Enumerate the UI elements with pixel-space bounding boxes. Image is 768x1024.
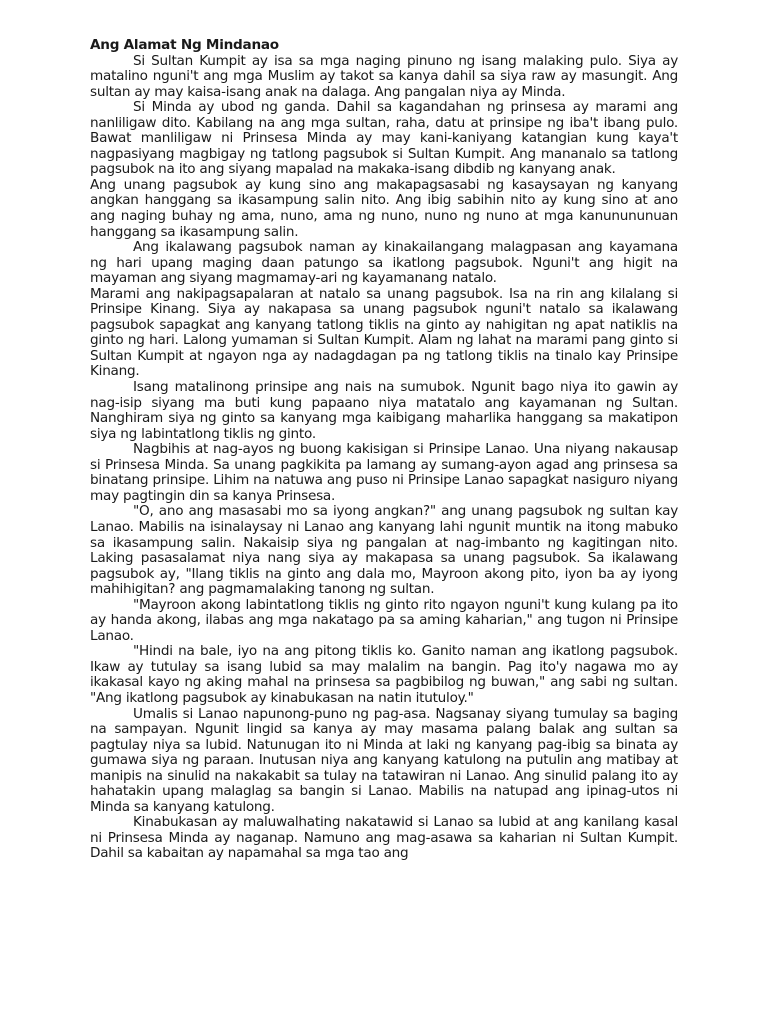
paragraph: Si Sultan Kumpit ay isa sa mga naging pinuno ng isang malaking pulo. Siya ay matalino nguni't ang mga Muslim ay takot sa kanya dahil sa siya raw ay masungit. Ang sultan ay may kaisa-isang anak na dalaga. Ang pangalan niya ay Minda. [90,52,678,100]
paragraph: "Hindi na bale, iyo na ang pitong tiklis ko. Ganito naman ang ikatlong pagsubok. Ikaw ay tutulay sa isang lubid sa may malalim na bangin. Pag ito'y nagawa mo ay ikakasal kayo ng aking mahal na prinsesa sa pagbibilog ng buwan," ang sabi ng sultan. "Ang ikatlong pagsubok ay kinabukasan na natin itutuloy." [90,643,678,706]
paragraph: Si Minda ay ubod ng ganda. Dahil sa kagandahan ng prinsesa ay marami ang nanliligaw dito. Kabilang na ang mga sultan, raha, datu at prinsipe ng iba't ibang pulo. Bawat manliligaw ni Prinsesa Minda ay may kani-kaniyang katangian kung kaya't nagpasiyang magbigay ng tatlong pagsubok si Sultan Kumpit. Ang mananalo sa tatlong pagsubok na ito ang siyang mapalad na makaka-isang dibdib ng kanyang anak. [90,99,678,178]
paragraph: Ang unang pagsubok ay kung sino ang makapagsasabi ng kasaysayan ng kanyang angkan hanggang sa ikasampung salin nito. Ang ibig sabihin nito ay kung sino at ano ang naging buhay ng ama, nuno, ama ng nuno, nuno ng nuno at mga kanunununuan hanggang sa ikasampung salin. [90,176,678,240]
paragraph: Kinabukasan ay maluwalhating nakatawid si Lanao sa lubid at ang kanilang kasal ni Prinsesa Minda ay naganap. Namuno ang mag-asawa sa kaharian ni Sultan Kumpit. Dahil sa kabaitan ay napamahal sa mga tao ang [90,814,678,862]
paragraph: Umalis si Lanao napunong-puno ng pag-asa. Nagsanay siyang tumulay sa baging na sampayan. Ngunit lingid sa kanya ay may masama palang balak ang sultan sa pagtulay niya sa lubid. Natunugan ito ni Minda at laki ng kanyang pag-ibig sa binata ay gumawa siya ng paraan. Inutusan niya ang kanyang katulong na putulin ang matibay at manipis na sinulid na nakakabit sa tulay na tatawiran ni Lanao. Ang sinulid palang ito ay hahatakin upang malaglag sa bangin si Lanao. Mabilis na natupad ang ipinag-utos ni Minda sa kanyang katulong. [90,705,678,815]
document-title: Ang Alamat Ng Mindanao [90,37,279,53]
document-body [90,54,678,862]
paragraph: "O, ano ang masasabi mo sa iyong angkan?" ang unang pagsubok ng sultan kay Lanao. Mabilis na isinalaysay ni Lanao ang kanyang lahi ngunit muntik na itong mabuko sa ikasampung salin. Nakaisip siya ng pangalan at nag-imbanto ng kagitingan nito. Laking pasasalamat niya nang siya ay makapasa sa unang pagsubok. Sa ikalawang pagsubok ay, "Ilang tiklis na ginto ang dala mo, Mayroon akong pito, iyon ba ay iyong mahihigitan? ang pagmamalaking tanong ng sultan. [90,503,678,598]
paragraph: "Mayroon akong labintatlong tiklis ng ginto rito ngayon nguni't kung kulang pa ito ay handa akong, ilabas ang mga nakatago pa sa aming kaharian," ang tugon ni Prinsipe Lanao. [90,596,678,644]
paragraph: Isang matalinong prinsipe ang nais na sumubok. Ngunit bago niya ito gawin ay nag-isip siyang ma buti kung papaano niya matatalo ang kayamanan ng Sultan. Nanghiram siya ng ginto sa kanyang mga kaibigang maharlika hanggang sa makatipon siya ng labintatlong tiklis ng ginto. [90,379,678,442]
paragraph: Ang ikalawang pagsubok naman ay kinakailangang malagpasan ang kayamana ng hari upang maging daan patungo sa ikatlong pagsubok. Nguni't ang higit na mayaman ang siyang magmamay-ari ng kayamanang natalo. [90,239,678,287]
paragraph: Nagbihis at nag-ayos ng buong kakisigan si Prinsipe Lanao. Una niyang nakausap si Prinsesa Minda. Sa unang pagkikita pa lamang ay sumang-ayon agad ang prinsesa sa binatang prinsipe. Lihim na natuwa ang puso ni Prinsipe Lanao sapagkat nasiguro niyang may pagtingin din sa kanya Prinsesa. [90,441,678,504]
paragraph: Marami ang nakipagsapalaran at natalo sa unang pagsubok. Isa na rin ang kilalang si Prinsipe Kinang. Siya ay nakapasa sa unang pagsubok nguni't natalo sa ikalawang pagsubok sapagkat ang kanyang tatlong tiklis na ginto ay nahigitan ng apat natiklis na ginto ng hari. Lalong yumaman si Sultan Kumpit. Alam ng lahat na marami pang ginto si Sultan Kumpit at ngayon nga ay nadagdagan pa ng tatlong tiklis na tinalo kay Prinsipe Kinang. [90,285,678,380]
document-page [90,38,678,862]
